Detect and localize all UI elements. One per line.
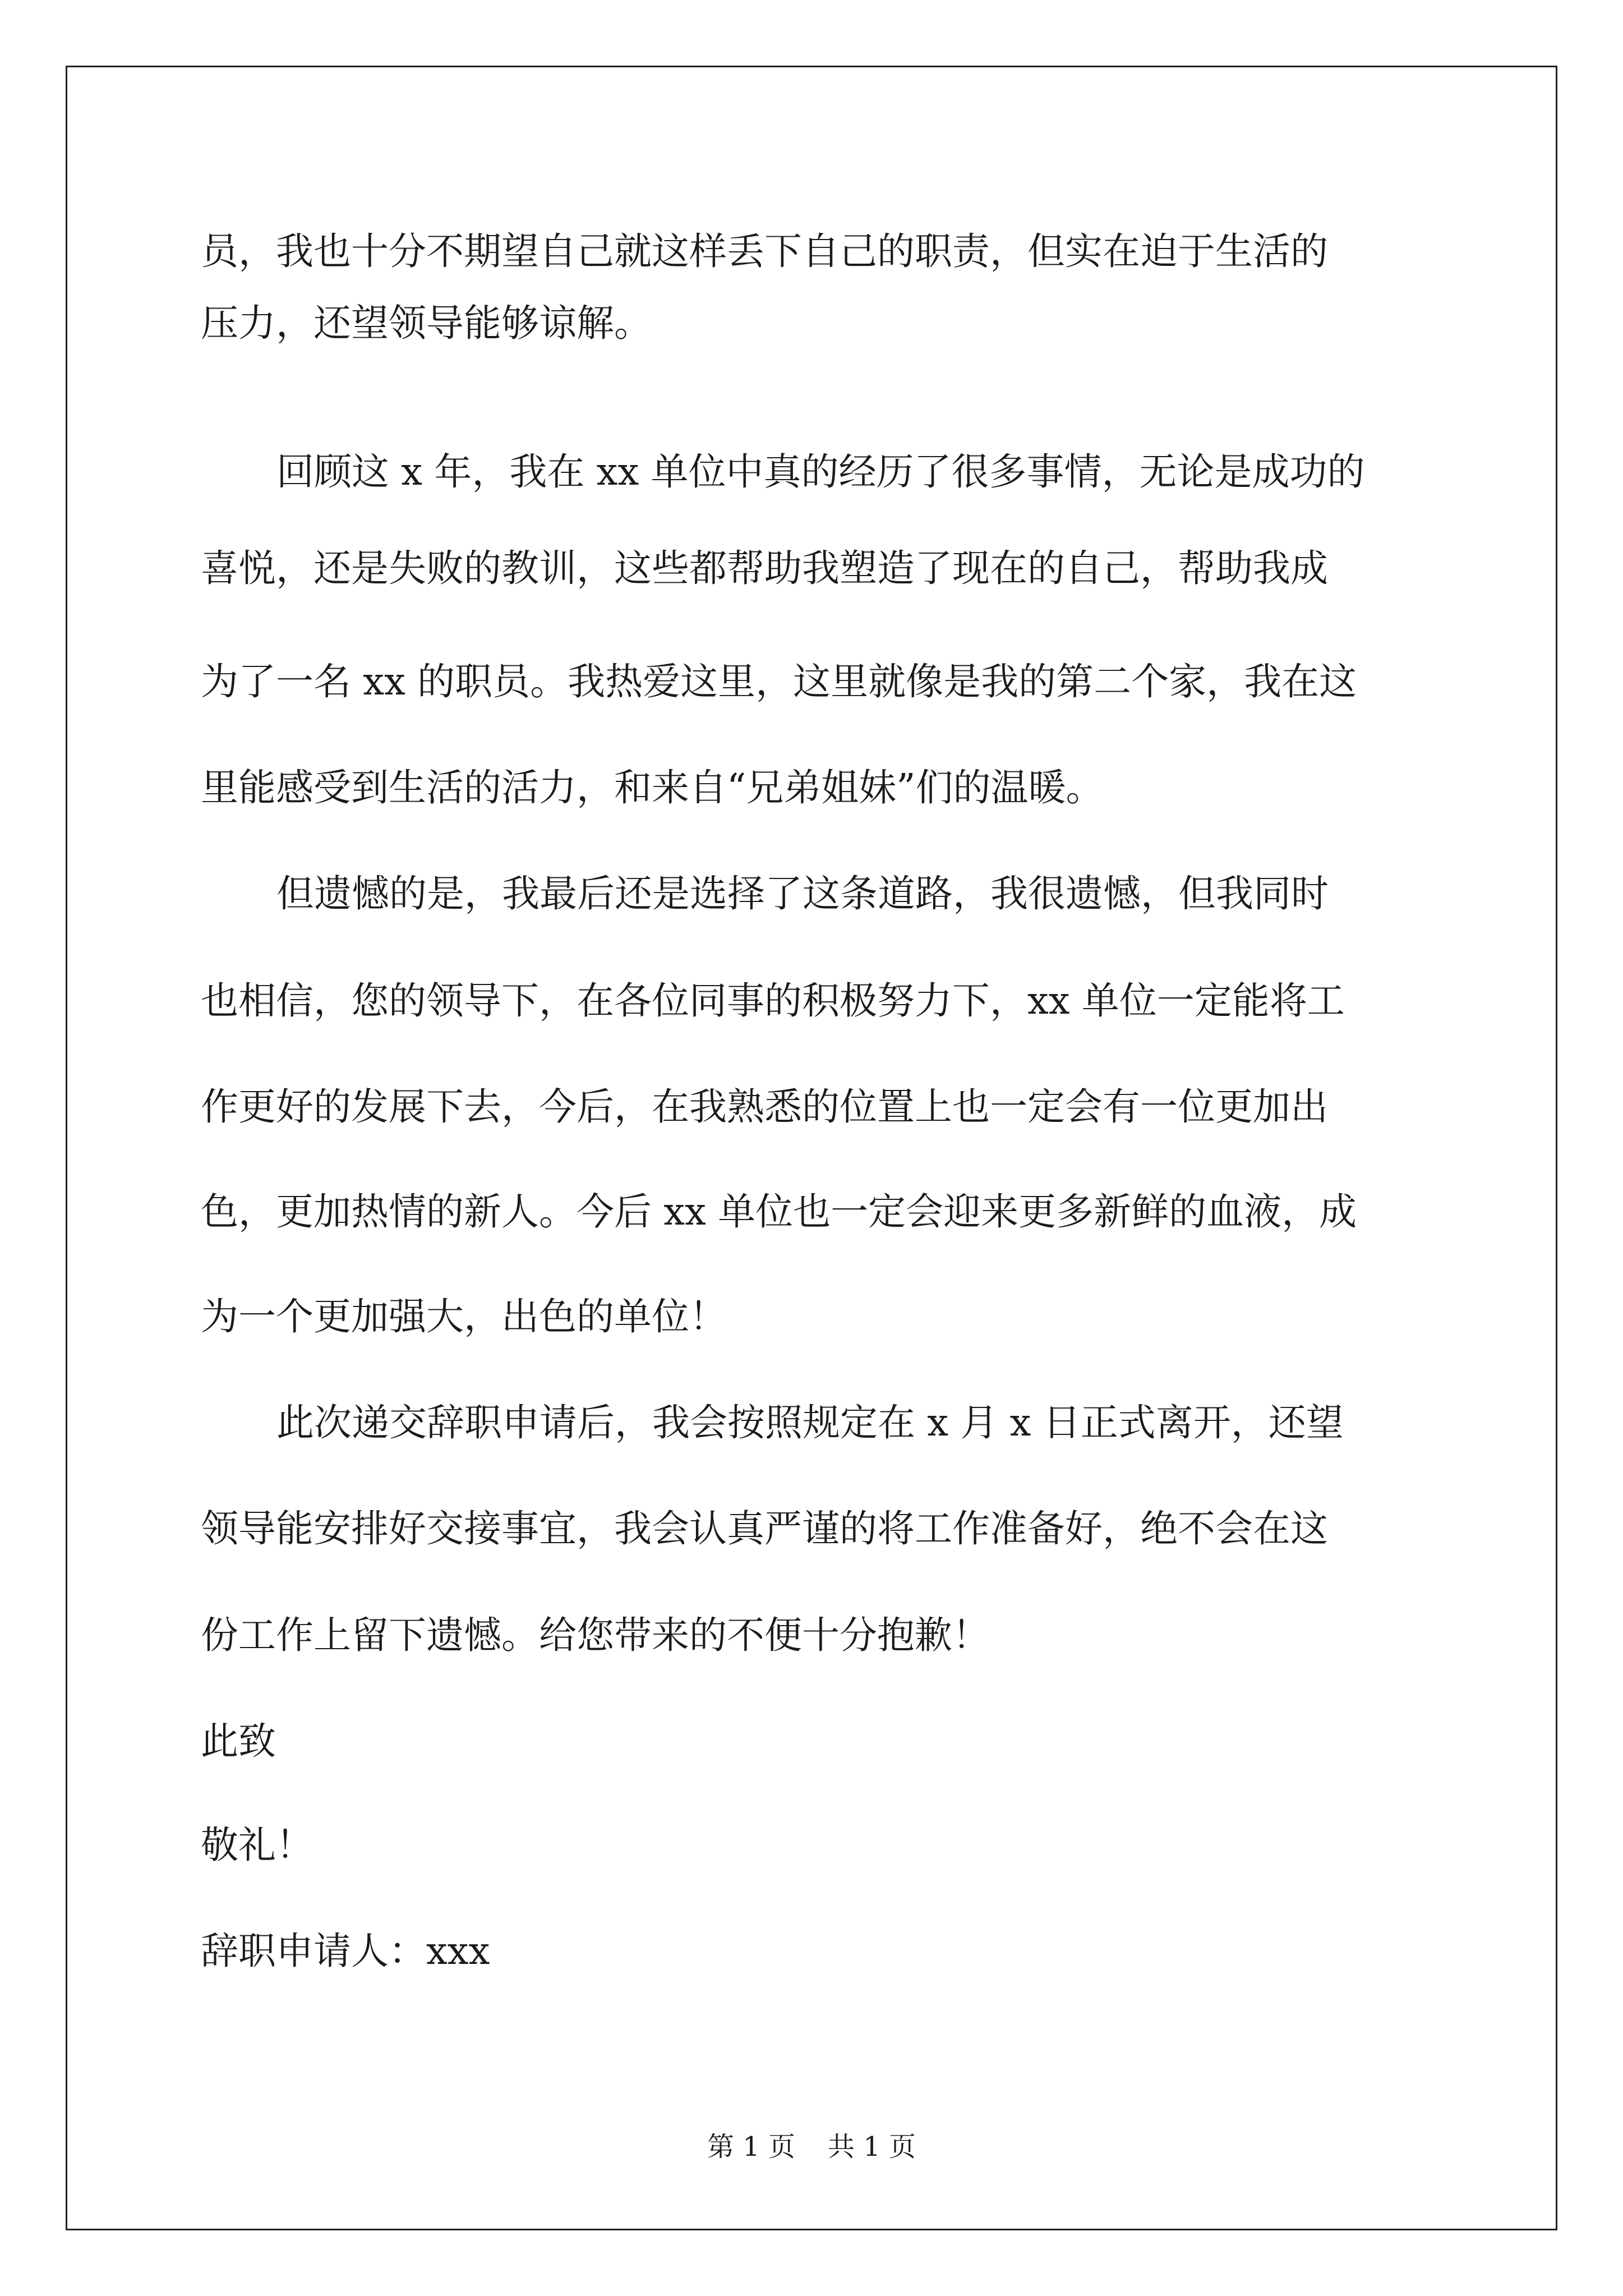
body-line: 作更好的发展下去，今后，在我熟悉的位置上也一定会有一位更加出 (201, 1085, 1328, 1129)
page-number: 第 1 页 (707, 2131, 795, 2162)
page-total: 共 1 页 (828, 2131, 916, 2162)
paragraph-start-line: 此次递交辞职申请后，我会按照规定在 x 月 x 日正式离开，还望 (276, 1401, 1344, 1444)
body-line: 份工作上留下遗憾。给您带来的不便十分抱歉！ (201, 1613, 990, 1657)
signature-line: 辞职申请人：xxx (201, 1929, 490, 1973)
body-line: 也相信，您的领导下，在各位同事的积极努力下，xx 单位一定能将工 (201, 979, 1345, 1023)
body-line: 色，更加热情的新人。今后 xx 单位也一定会迎来更多新鲜的血液，成 (201, 1190, 1357, 1234)
salute-line: 敬礼！ (201, 1823, 313, 1867)
paragraph-start-line: 但遗憾的是，我最后还是选择了这条道路，我很遗憾，但我同时 (276, 872, 1329, 915)
body-line: 里能感受到生活的活力，和来自“兄弟姐妹”们的温暖。 (201, 766, 1104, 809)
body-line: 为了一名 xx 的职员。我热爱这里，这里就像是我的第二个家，我在这 (201, 660, 1357, 703)
closing-line: 此致 (201, 1719, 276, 1763)
paragraph-start-line: 回顾这 x 年，我在 xx 单位中真的经历了很多事情，无论是成功的 (276, 450, 1365, 494)
page-footer (0, 2133, 1623, 2160)
body-line: 员，我也十分不期望自己就这样丢下自己的职责，但实在迫于生活的 (201, 229, 1328, 273)
page-border (66, 66, 1557, 2230)
body-line: 为一个更加强大，出色的单位！ (201, 1295, 727, 1338)
body-line: 领导能安排好交接事宜，我会认真严谨的将工作准备好，绝不会在这 (201, 1507, 1328, 1550)
body-line: 喜悦，还是失败的教训，这些都帮助我塑造了现在的自己，帮助我成 (201, 546, 1328, 590)
body-line: 压力，还望领导能够谅解。 (201, 301, 652, 345)
